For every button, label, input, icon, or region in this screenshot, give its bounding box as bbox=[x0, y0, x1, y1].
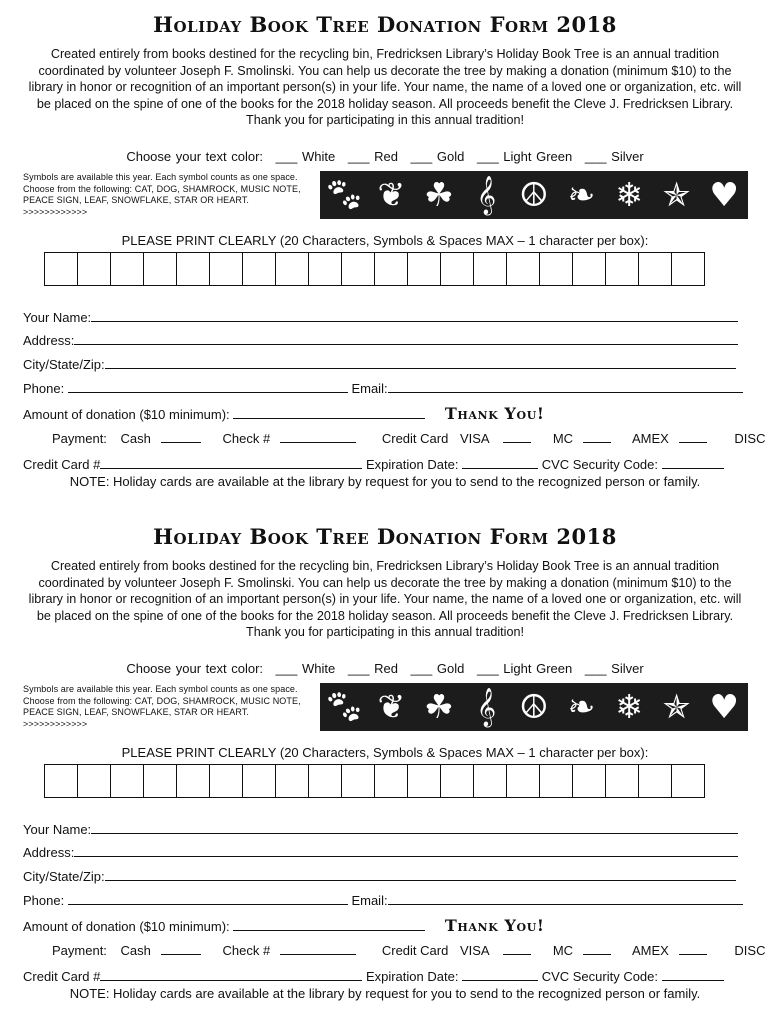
thank-you-text: Thank You! bbox=[444, 404, 545, 423]
email-label: Email: bbox=[351, 381, 388, 396]
character-box[interactable] bbox=[177, 764, 210, 798]
character-box[interactable] bbox=[243, 764, 276, 798]
expiration-field[interactable] bbox=[462, 968, 538, 981]
leaf-icon: ❧ bbox=[567, 687, 596, 726]
phone-email-row bbox=[23, 380, 743, 396]
peace-sign-icon: ☮ bbox=[519, 687, 549, 726]
address-row bbox=[23, 844, 738, 860]
character-box[interactable] bbox=[573, 764, 606, 798]
color-prompt: Choose your text color: bbox=[126, 149, 264, 164]
symbols-description: Symbols are available this year. Each symbol counts as one space. Choose from the following: CAT, DOG, SHAMROCK, MUSIC NOTE, PEACE SIGN, LEAF, SNOWFLAKE, STAR OR HEART. >>>>>>>>>>>> bbox=[23, 172, 301, 217]
amount-label: Amount of donation ($10 minimum): bbox=[23, 407, 230, 422]
thank-you-text: Thank You! bbox=[444, 916, 545, 935]
color-option-light-green[interactable]: ___ Light Green bbox=[476, 661, 573, 676]
name-field[interactable] bbox=[91, 309, 738, 322]
phone-label: Phone: bbox=[23, 381, 65, 396]
star-icon: ✯ bbox=[662, 687, 691, 726]
character-box[interactable] bbox=[375, 764, 408, 798]
check-option[interactable] bbox=[223, 943, 367, 958]
mc-field[interactable] bbox=[583, 430, 611, 443]
character-box[interactable] bbox=[606, 252, 639, 286]
snowflake-icon: ❄ bbox=[615, 175, 643, 214]
note-text: NOTE: Holiday cards are available at the library by request for you to send to the recognized person or family. bbox=[69, 474, 701, 489]
visa-field[interactable] bbox=[503, 942, 531, 955]
character-boxes bbox=[44, 764, 705, 798]
music-note-icon: 𝄞 bbox=[476, 687, 497, 726]
amount-label: Amount of donation ($10 minimum): bbox=[23, 919, 230, 934]
character-box[interactable] bbox=[111, 252, 144, 286]
credit-card-label: Credit Card bbox=[381, 431, 449, 446]
character-box[interactable] bbox=[78, 252, 111, 286]
amex-field[interactable] bbox=[679, 430, 707, 443]
symbols-strip bbox=[320, 171, 748, 219]
symbols-description: Symbols are available this year. Each symbol counts as one space. Choose from the following: CAT, DOG, SHAMROCK, MUSIC NOTE, PEACE SIGN, LEAF, SNOWFLAKE, STAR OR HEART. >>>>>>>>>>>> bbox=[23, 684, 301, 729]
character-box[interactable] bbox=[342, 764, 375, 798]
color-option-silver[interactable]: ___ Silver bbox=[584, 661, 644, 676]
heart-icon: ♥ bbox=[709, 687, 739, 726]
character-box[interactable] bbox=[309, 252, 342, 286]
visa-option[interactable] bbox=[460, 943, 541, 958]
visa-field[interactable] bbox=[503, 430, 531, 443]
address-label: Address: bbox=[23, 845, 75, 860]
credit-card-label: Credit Card bbox=[381, 943, 449, 958]
city-field[interactable] bbox=[105, 868, 736, 881]
peace-sign-icon: ☮ bbox=[519, 175, 549, 214]
disc-label: DISC bbox=[734, 431, 766, 446]
character-box[interactable] bbox=[474, 252, 507, 286]
cash-label: Cash bbox=[120, 431, 151, 446]
donation-form-2 bbox=[0, 524, 770, 1024]
name-row bbox=[23, 309, 738, 325]
email-label: Email: bbox=[351, 893, 388, 908]
phone-field[interactable] bbox=[68, 892, 348, 905]
leaf-icon: ❧ bbox=[567, 175, 596, 214]
payment-label: Payment: bbox=[52, 943, 107, 958]
color-option-white[interactable]: ___ White bbox=[275, 149, 336, 164]
cc-number-label: Credit Card # bbox=[23, 457, 101, 472]
character-box[interactable] bbox=[507, 252, 540, 286]
check-number-field[interactable] bbox=[280, 430, 356, 443]
character-box[interactable] bbox=[309, 764, 342, 798]
cash-option[interactable] bbox=[121, 431, 211, 446]
intro-paragraph: Created entirely from books destined for the recycling bin, Fredricksen Library’s Holiday Book Tree is an annual tradition coordinated by volunteer Joseph F. Smolinski. You can help us decorate the tree by making a donation (minimum $10) to the library in honor or recognition of an important person(s) in your life. Your name, the name of a loved one or organization, etc. will be placed on the spine of one of the books for the 2018 holiday season. All proceeds benefit the Cleve J. Fredricksen Library. Thank you for participating in this annual tradition! bbox=[28, 47, 742, 128]
check-label: Check # bbox=[222, 943, 271, 958]
color-prompt: Choose your text color: bbox=[126, 661, 264, 676]
visa-label: VISA bbox=[459, 943, 490, 958]
character-box[interactable] bbox=[573, 252, 606, 286]
phone-email-row bbox=[23, 892, 743, 908]
visa-label: VISA bbox=[459, 431, 490, 446]
address-row bbox=[23, 332, 738, 348]
color-option-gold[interactable]: ___ Gold bbox=[410, 149, 465, 164]
music-note-icon: 𝄞 bbox=[476, 175, 497, 214]
address-label: Address: bbox=[23, 333, 75, 348]
disc-option[interactable] bbox=[734, 943, 770, 958]
amex-field[interactable] bbox=[679, 942, 707, 955]
address-field[interactable] bbox=[74, 844, 738, 857]
character-box[interactable] bbox=[606, 764, 639, 798]
cash-field[interactable] bbox=[161, 942, 201, 955]
cvc-label: CVC Security Code: bbox=[541, 969, 659, 984]
mc-option[interactable] bbox=[553, 431, 621, 446]
city-field[interactable] bbox=[105, 356, 736, 369]
amex-option[interactable] bbox=[632, 943, 717, 958]
dog-paw-icon: ❦ bbox=[377, 687, 406, 726]
name-field[interactable] bbox=[91, 821, 738, 834]
address-field[interactable] bbox=[74, 332, 738, 345]
payment-row bbox=[52, 430, 770, 446]
expiration-label: Expiration Date: bbox=[365, 457, 459, 472]
amount-field[interactable] bbox=[233, 406, 425, 419]
shamrock-icon: ☘ bbox=[424, 175, 454, 214]
mc-label: MC bbox=[552, 943, 574, 958]
character-box[interactable] bbox=[144, 764, 177, 798]
check-number-field[interactable] bbox=[280, 942, 356, 955]
visa-option[interactable] bbox=[460, 431, 541, 446]
character-boxes bbox=[44, 252, 705, 286]
city-label: City/State/Zip: bbox=[23, 869, 105, 884]
phone-label: Phone: bbox=[23, 893, 65, 908]
check-option[interactable] bbox=[223, 431, 367, 446]
cat-paw-icon: 🐾︎ bbox=[322, 175, 365, 214]
cash-label: Cash bbox=[120, 943, 151, 958]
color-option-red[interactable]: ___ Red bbox=[347, 661, 398, 676]
character-box[interactable] bbox=[243, 252, 276, 286]
character-box[interactable] bbox=[78, 764, 111, 798]
character-box[interactable] bbox=[276, 252, 309, 286]
color-option-white[interactable]: ___ White bbox=[275, 661, 336, 676]
heart-icon: ♥ bbox=[709, 175, 739, 214]
character-box[interactable] bbox=[45, 764, 78, 798]
cvc-field[interactable] bbox=[662, 968, 724, 981]
mc-label: MC bbox=[552, 431, 574, 446]
character-box[interactable] bbox=[507, 764, 540, 798]
email-field[interactable] bbox=[388, 380, 743, 393]
character-box[interactable] bbox=[276, 764, 309, 798]
disc-option[interactable] bbox=[734, 431, 770, 446]
print-instruction: PLEASE PRINT CLEARLY (20 Characters, Symbols & Spaces MAX – 1 character per box): bbox=[121, 233, 649, 248]
form-title: Holiday Book Tree Donation Form 2018 bbox=[153, 524, 617, 549]
expiration-label: Expiration Date: bbox=[365, 969, 459, 984]
disc-label: DISC bbox=[734, 943, 766, 958]
character-box[interactable] bbox=[441, 764, 474, 798]
color-option-red[interactable]: ___ Red bbox=[347, 149, 398, 164]
credit-card-row bbox=[23, 968, 724, 984]
payment-row bbox=[52, 942, 770, 958]
text-color-choice bbox=[0, 149, 770, 164]
cvc-label: CVC Security Code: bbox=[541, 457, 659, 472]
symbols-strip bbox=[320, 683, 748, 731]
expiration-field[interactable] bbox=[462, 456, 538, 469]
credit-card-row bbox=[23, 456, 724, 472]
character-box[interactable] bbox=[342, 252, 375, 286]
character-box[interactable] bbox=[408, 764, 441, 798]
character-box[interactable] bbox=[540, 764, 573, 798]
cc-number-label: Credit Card # bbox=[23, 969, 101, 984]
donation-form-1 bbox=[0, 12, 770, 512]
phone-field[interactable] bbox=[68, 380, 348, 393]
color-option-gold[interactable]: ___ Gold bbox=[410, 661, 465, 676]
character-box[interactable] bbox=[144, 252, 177, 286]
character-box[interactable] bbox=[210, 764, 243, 798]
form-title: Holiday Book Tree Donation Form 2018 bbox=[153, 12, 617, 37]
city-label: City/State/Zip: bbox=[23, 357, 105, 372]
character-box[interactable] bbox=[639, 764, 672, 798]
character-box[interactable] bbox=[45, 252, 78, 286]
cat-paw-icon: 🐾︎ bbox=[322, 687, 365, 726]
cash-field[interactable] bbox=[161, 430, 201, 443]
character-box[interactable] bbox=[375, 252, 408, 286]
star-icon: ✯ bbox=[662, 175, 691, 214]
character-box[interactable] bbox=[111, 764, 144, 798]
intro-paragraph: Created entirely from books destined for the recycling bin, Fredricksen Library’s Holiday Book Tree is an annual tradition coordinated by volunteer Joseph F. Smolinski. You can help us decorate the tree by making a donation (minimum $10) to the library in honor or recognition of an important person(s) in your life. Your name, the name of a loved one or organization, etc. will be placed on the spine of one of the books for the 2018 holiday season. All proceeds benefit the Cleve J. Fredricksen Library. Thank you for participating in this annual tradition! bbox=[28, 559, 742, 640]
character-box[interactable] bbox=[540, 252, 573, 286]
email-field[interactable] bbox=[388, 892, 743, 905]
amex-label: AMEX bbox=[631, 943, 669, 958]
city-row bbox=[23, 356, 736, 372]
character-box[interactable] bbox=[474, 764, 507, 798]
shamrock-icon: ☘ bbox=[424, 687, 454, 726]
character-box[interactable] bbox=[210, 252, 243, 286]
snowflake-icon: ❄ bbox=[615, 687, 643, 726]
cash-option[interactable] bbox=[121, 943, 211, 958]
color-option-light-green[interactable]: ___ Light Green bbox=[476, 149, 573, 164]
amex-label: AMEX bbox=[631, 431, 669, 446]
amount-row bbox=[23, 916, 545, 935]
mc-option[interactable] bbox=[553, 943, 621, 958]
amount-field[interactable] bbox=[233, 918, 425, 931]
note-text: NOTE: Holiday cards are available at the library by request for you to send to the recognized person or family. bbox=[69, 986, 701, 1001]
character-box[interactable] bbox=[441, 252, 474, 286]
character-box[interactable] bbox=[177, 252, 210, 286]
name-label: Your Name: bbox=[23, 310, 92, 325]
cc-number-field[interactable] bbox=[100, 456, 362, 469]
payment-label: Payment: bbox=[52, 431, 107, 446]
amex-option[interactable] bbox=[632, 431, 717, 446]
cc-number-field[interactable] bbox=[100, 968, 362, 981]
mc-field[interactable] bbox=[583, 942, 611, 955]
color-option-silver[interactable]: ___ Silver bbox=[584, 149, 644, 164]
character-box[interactable] bbox=[672, 764, 705, 798]
character-box[interactable] bbox=[672, 252, 705, 286]
city-row bbox=[23, 868, 736, 884]
check-label: Check # bbox=[222, 431, 271, 446]
name-row bbox=[23, 821, 738, 837]
character-box[interactable] bbox=[639, 252, 672, 286]
print-instruction: PLEASE PRINT CLEARLY (20 Characters, Symbols & Spaces MAX – 1 character per box): bbox=[121, 745, 649, 760]
amount-row bbox=[23, 404, 545, 423]
dog-paw-icon: ❦ bbox=[377, 175, 406, 214]
name-label: Your Name: bbox=[23, 822, 92, 837]
text-color-choice bbox=[0, 661, 770, 676]
cvc-field[interactable] bbox=[662, 456, 724, 469]
character-box[interactable] bbox=[408, 252, 441, 286]
